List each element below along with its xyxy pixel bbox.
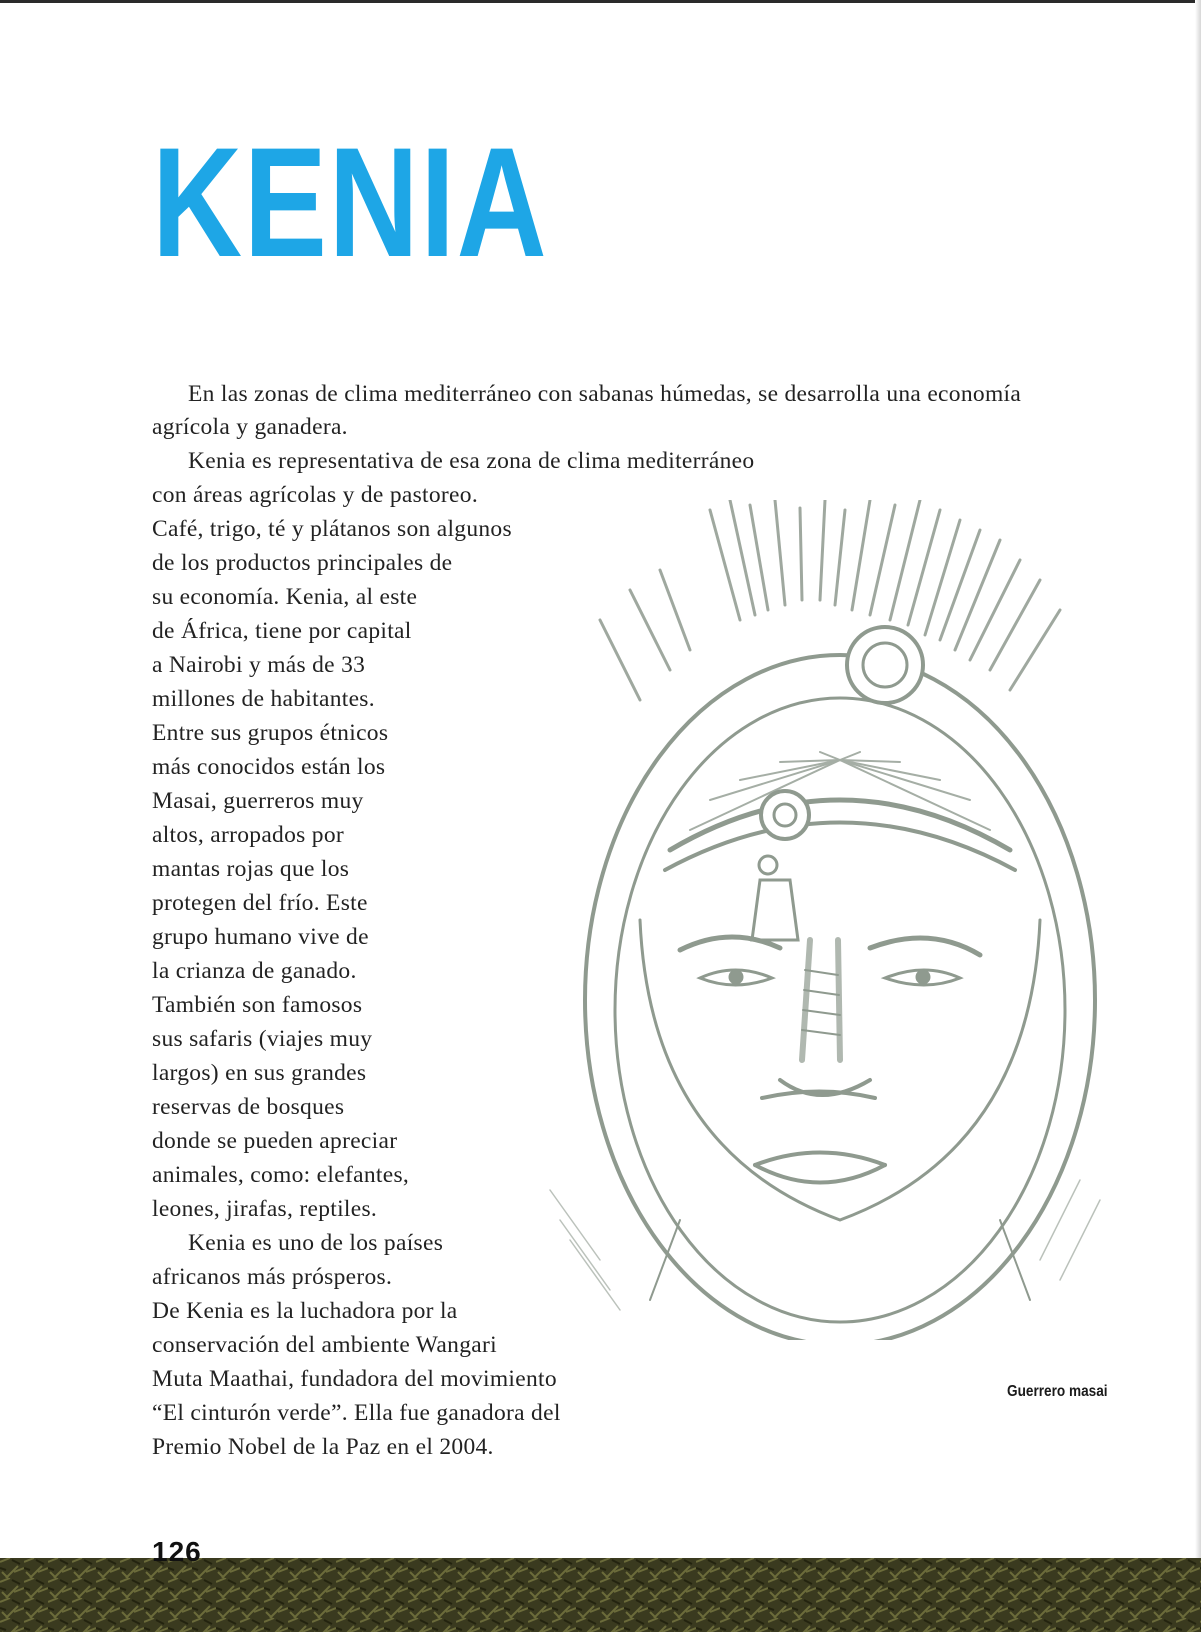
page-edge-shadow	[1195, 0, 1201, 1560]
image-caption: Guerrero masai	[1007, 1383, 1108, 1400]
body-line: de los productos principales de	[152, 550, 453, 576]
body-line: conservación del ambiente Wangari	[152, 1332, 497, 1358]
body-line: leones, jirafas, reptiles.	[152, 1196, 378, 1222]
body-line: También son famosos	[152, 992, 363, 1018]
body-line: su economía. Kenia, al este	[152, 584, 418, 610]
body-line: Masai, guerreros muy	[152, 788, 364, 814]
body-line: agrícola y ganadera.	[152, 414, 348, 440]
body-line: altos, arropados por	[152, 822, 344, 848]
body-line: sus safaris (viajes muy	[152, 1026, 373, 1052]
page-title: KENIA	[152, 116, 549, 290]
masai-warrior-illustration	[540, 500, 1140, 1340]
body-line: “El cinturón verde”. Ella fue ganadora del	[152, 1400, 561, 1426]
body-line: millones de habitantes.	[152, 686, 375, 712]
body-line: protegen del frío. Este	[152, 890, 368, 916]
body-line: más conocidos están los	[152, 754, 386, 780]
body-line: grupo humano vive de	[152, 924, 369, 950]
body-line: animales, como: elefantes,	[152, 1162, 410, 1188]
body-line: a Nairobi y más de 33	[152, 652, 366, 678]
body-line: En las zonas de clima mediterráneo con sabanas húmedas, se desarrolla una economía	[188, 381, 1022, 407]
page-number: 126	[152, 1536, 202, 1567]
body-line: Muta Maathai, fundadora del movimiento	[152, 1366, 557, 1392]
body-line: de África, tiene por capital	[152, 618, 412, 644]
footer-texture-band	[0, 1558, 1201, 1632]
body-line: mantas rojas que los	[152, 856, 350, 882]
body-line: largos) en sus grandes	[152, 1060, 367, 1086]
body-line: con áreas agrícolas y de pastoreo.	[152, 482, 479, 508]
body-line: donde se pueden apreciar	[152, 1128, 398, 1154]
body-line: De Kenia es la luchadora por la	[152, 1298, 458, 1324]
top-rule	[0, 0, 1201, 3]
body-line: Café, trigo, té y plátanos son algunos	[152, 516, 512, 542]
body-line: reservas de bosques	[152, 1094, 345, 1120]
body-line: Premio Nobel de la Paz en el 2004.	[152, 1434, 494, 1460]
body-line: Kenia es representativa de esa zona de clima mediterráneo	[188, 448, 755, 474]
body-line: Entre sus grupos étnicos	[152, 720, 389, 746]
body-line: africanos más prósperos.	[152, 1264, 393, 1290]
body-line: Kenia es uno de los países	[188, 1230, 444, 1256]
body-line: la crianza de ganado.	[152, 958, 357, 984]
